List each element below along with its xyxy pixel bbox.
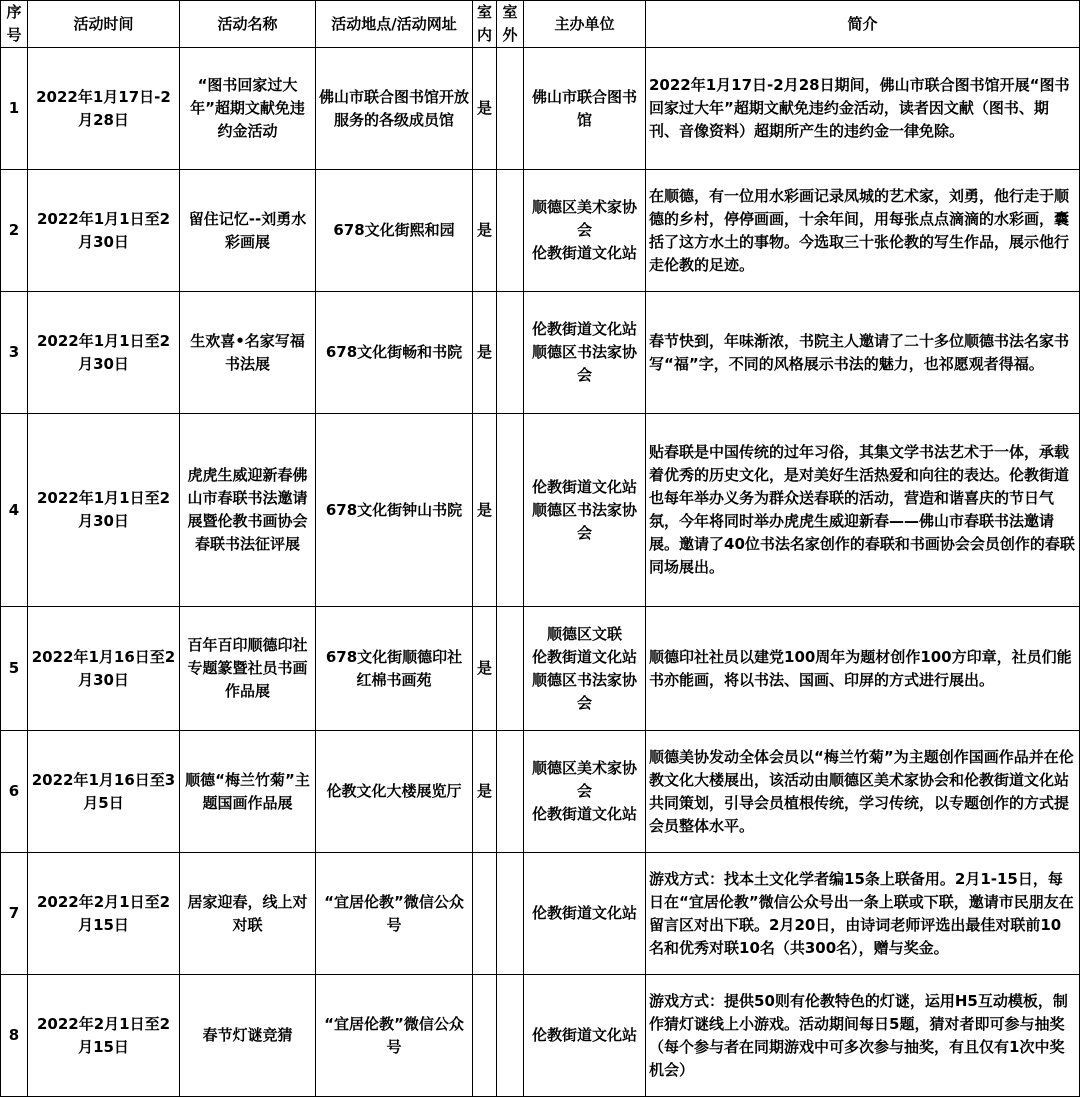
cell-org: 伦教街道文化站 <box>524 853 646 975</box>
cell-org: 伦教街道文化站 <box>524 975 646 1097</box>
header-intro: 简介 <box>646 1 1080 48</box>
cell-name: 百年百印顺德印社专题篆暨社员书画作品展 <box>180 607 316 731</box>
cell-no: 8 <box>1 975 28 1097</box>
cell-name: 生欢喜•名家写福书法展 <box>180 292 316 414</box>
cell-outdoor <box>497 853 524 975</box>
cell-outdoor <box>497 170 524 292</box>
cell-time: 2022年1月1日至2月30日 <box>28 414 180 607</box>
cell-intro: 春节快到，年味渐浓，书院主人邀请了二十多位顺德书法名家书写“福”字，不同的风格展示书法的魅力，也祁愿观者得福。 <box>646 292 1080 414</box>
table-row <box>1 414 1080 607</box>
cell-time: 2022年1月17日-2月28日 <box>28 48 180 170</box>
cell-outdoor <box>497 607 524 731</box>
cell-place: 678文化街畅和书院 <box>316 292 473 414</box>
header-no: 序号 <box>1 1 28 48</box>
cell-indoor: 是 <box>473 607 497 731</box>
header-row <box>1 1 1080 48</box>
cell-indoor <box>473 975 497 1097</box>
cell-name: 顺德“梅兰竹菊”主题国画作品展 <box>180 731 316 853</box>
cell-indoor: 是 <box>473 731 497 853</box>
cell-outdoor <box>497 292 524 414</box>
cell-org: 佛山市联合图书馆 <box>524 48 646 170</box>
cell-place: “宜居伦教”微信公众号 <box>316 975 473 1097</box>
table-row <box>1 975 1080 1097</box>
cell-indoor: 是 <box>473 292 497 414</box>
cell-org: 伦教街道文化站 顺德区书法家协会 <box>524 292 646 414</box>
cell-place: 678文化街钟山书院 <box>316 414 473 607</box>
cell-name: 留住记忆--刘勇水彩画展 <box>180 170 316 292</box>
cell-no: 6 <box>1 731 28 853</box>
cell-no: 5 <box>1 607 28 731</box>
cell-time: 2022年1月1日至2月30日 <box>28 292 180 414</box>
header-indoor: 室内 <box>473 1 497 48</box>
cell-indoor <box>473 853 497 975</box>
cell-name: 居家迎春，线上对对联 <box>180 853 316 975</box>
table-row <box>1 607 1080 731</box>
cell-indoor: 是 <box>473 170 497 292</box>
cell-no: 3 <box>1 292 28 414</box>
cell-place: 伦教文化大楼展览厅 <box>316 731 473 853</box>
table-row <box>1 853 1080 975</box>
cell-time: 2022年1月16日至3月5日 <box>28 731 180 853</box>
table-row <box>1 170 1080 292</box>
cell-intro: 游戏方式：提供50则有伦教特色的灯谜，运用H5互动模板，制作猜灯谜线上小游戏。活动期间每日5题，猜对者即可参与抽奖（每个参与者在同期游戏中可多次参与抽奖，有且仅有1次中奖机会） <box>646 975 1080 1097</box>
cell-no: 1 <box>1 48 28 170</box>
cell-time: 2022年2月1日至2月15日 <box>28 975 180 1097</box>
cell-place: “宜居伦教”微信公众号 <box>316 853 473 975</box>
cell-org: 伦教街道文化站 顺德区书法家协会 <box>524 414 646 607</box>
cell-place: 678文化街顺德印社红棉书画苑 <box>316 607 473 731</box>
header-outdoor: 室外 <box>497 1 524 48</box>
cell-place: 678文化街熙和园 <box>316 170 473 292</box>
cell-intro: 顺德美协发动全体会员以“梅兰竹菊”为主题创作国画作品并在伦教文化大楼展出，该活动由顺德区美术家协会和伦教街道文化站共同策划，引导会员植根传统，学习传统，以专题创作的方式提会员整体水平。 <box>646 731 1080 853</box>
cell-indoor: 是 <box>473 48 497 170</box>
cell-place: 佛山市联合图书馆开放服务的各级成员馆 <box>316 48 473 170</box>
cell-outdoor <box>497 731 524 853</box>
cell-time: 2022年1月16日至2月30日 <box>28 607 180 731</box>
header-place: 活动地点/活动网址 <box>316 1 473 48</box>
cell-outdoor <box>497 975 524 1097</box>
cell-intro: 2022年1月17日-2月28日期间，佛山市联合图书馆开展“图书回家过大年”超期文献免违约金活动，读者因文献（图书、期刊、音像资料）超期所产生的违约金一律免除。 <box>646 48 1080 170</box>
cell-no: 7 <box>1 853 28 975</box>
table-row <box>1 48 1080 170</box>
header-name: 活动名称 <box>180 1 316 48</box>
cell-org: 顺德区文联 伦教街道文化站 顺德区书法家协会 <box>524 607 646 731</box>
cell-indoor: 是 <box>473 414 497 607</box>
header-org: 主办单位 <box>524 1 646 48</box>
cell-time: 2022年2月1日至2月15日 <box>28 853 180 975</box>
cell-org: 顺德区美术家协会 伦教街道文化站 <box>524 170 646 292</box>
cell-name: “图书回家过大年”超期文献免违约金活动 <box>180 48 316 170</box>
cell-intro: 顺德印社社员以建党100周年为题材创作100方印章，社员们能书亦能画，将以书法、国画、印屏的方式进行展出。 <box>646 607 1080 731</box>
cell-name: 虎虎生威迎新春佛山市春联书法邀请展暨伦教书画协会春联书法征评展 <box>180 414 316 607</box>
cell-org: 顺德区美术家协会 伦教街道文化站 <box>524 731 646 853</box>
cell-intro: 贴春联是中国传统的过年习俗，其集文学书法艺术于一体，承载着优秀的历史文化，是对美好生活热爱和向往的表达。伦教街道也每年举办义务为群众送春联的活动，营造和谐喜庆的节日气氛，今年将同时举办虎虎生威迎新春——佛山市春联书法邀请展。邀请了40位书法名家创作的春联和书画协会会员创作的春联同场展出。 <box>646 414 1080 607</box>
cell-time: 2022年1月1日至2月30日 <box>28 170 180 292</box>
table-row <box>1 731 1080 853</box>
cell-no: 4 <box>1 414 28 607</box>
cell-no: 2 <box>1 170 28 292</box>
table-row <box>1 292 1080 414</box>
header-time: 活动时间 <box>28 1 180 48</box>
cell-intro: 游戏方式：找本土文化学者编15条上联备用。2月1-15日，每日在“宜居伦教”微信公众号出一条上联或下联，邀请市民朋友在留言区对出下联。2月20日，由诗词老师评选出最佳对联前10名和优秀对联10名（共300名），赠与奖金。 <box>646 853 1080 975</box>
cell-name: 春节灯谜竞猜 <box>180 975 316 1097</box>
cell-outdoor <box>497 48 524 170</box>
cell-intro: 在顺德，有一位用水彩画记录凤城的艺术家，刘勇，他行走于顺德的乡村，停停画画，十余年间，用每张点点滴滴的水彩画，囊括了这方水土的事物。今选取三十张伦教的写生作品，展示他行走伦教的足迹。 <box>646 170 1080 292</box>
cell-outdoor <box>497 414 524 607</box>
